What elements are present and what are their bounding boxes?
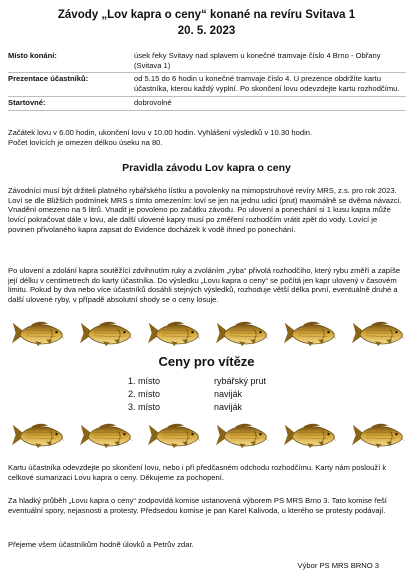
title-date: 20. 5. 2023 bbox=[177, 24, 236, 37]
carp-fish-icon bbox=[280, 321, 338, 347]
page-title bbox=[0, 8, 413, 39]
closing-paragraph-3: Přejeme všem účastníkům hodně úlovků a Petrův zdar. bbox=[8, 540, 194, 549]
closing-paragraph-2: Za hladký průběh „Lovu kapra o ceny“ zodpovídá komise ustanovená výborem PS MRS Brno 3. Tato komise řeší eventuální spory, nejasnosti a protesty. Předsedou komise je pan Karel Kalivoda, u kterého se protesty podávají. bbox=[8, 496, 387, 515]
prize-item: naviják bbox=[214, 389, 243, 400]
fish-row-top bbox=[8, 321, 406, 347]
prize-place: 1. místo bbox=[128, 376, 161, 386]
carp-fish-icon bbox=[8, 423, 66, 449]
carp-fish-icon bbox=[280, 423, 338, 449]
rules-paragraph-2: Po ulovení a zdolání kapra soutěžící zdvihnutím ruky a zvoláním „ryba“ přivolá rozhodčího, který rybu změří a zapíše její délku v centimetrech do karty účastníka. Do výsledku „Lovu kapra o ceny“ se počítá jen kapr ulovený v časovém limitu. Pokud by dva nebo více účastníků dosáhli stejných výsledků, rozhoduje větší délka první, eventuálně druhé a další ulovené ryby, v případě absolutní shody se o ceny losuje. bbox=[8, 266, 401, 305]
info-label: Místo konání: bbox=[8, 51, 57, 60]
info-label: Startovné: bbox=[8, 97, 46, 107]
carp-fish-icon bbox=[212, 423, 270, 449]
signature: Výbor PS MRS BRNO 3 bbox=[297, 561, 379, 570]
prize-place: 2. místo bbox=[128, 389, 161, 400]
info-row-registration bbox=[8, 73, 406, 96]
carp-fish-icon bbox=[8, 321, 66, 347]
info-value: úsek řeky Svitavy nad splavem u konečné tramvaje číslo 4 Brno - Obřany (Svitava 1) bbox=[134, 51, 381, 70]
carp-fish-icon bbox=[348, 423, 406, 449]
schedule-text bbox=[8, 128, 404, 147]
carp-fish-icon bbox=[76, 321, 134, 347]
info-value: od 5.15 do 6 hodin u konečné tramvaje číslo 4. U prezence obdržíte kartu účastníka, kterou každý vyplní. Po skončení lovu odevzdejte kartu rozhodčímu. bbox=[134, 74, 400, 94]
prize-list bbox=[128, 375, 328, 414]
carp-fish-icon bbox=[144, 423, 202, 449]
title-line-1: Závody „Lov kapra o ceny“ konané na revíru Svitava 1 bbox=[57, 9, 356, 21]
rules-paragraph-1: Závodníci musí být držiteli platného rybářského lístku a povolenky na mimopstruhové revíry MRS, z.s. pro rok 2023. Loví se dle Bližších podmínek MRS s tímto omezením: loví se jen na jednu udici (prut) maximálně se dvěma návazci. Vnadění omezeno na 5 litrů. Vnadit je povoleno po začátku závodu. Po ulovení a ponechání si 1 kusu kapra může lovící pokračovat dále v lovu, ale další ulovené kapry musí po změření rozhodčím vrátit zpět do vody. Lovící je povinen přivolaného kapra zapsat do Evidence docházek k vodě ihned po ponechání. bbox=[8, 186, 402, 234]
info-value: dobrovolné bbox=[134, 97, 172, 107]
info-row-location bbox=[8, 50, 406, 73]
schedule-line-2: Počet lovících je omezen délkou úseku na 80. bbox=[8, 137, 163, 147]
info-row-fee bbox=[8, 97, 406, 111]
prize-item: naviják bbox=[214, 402, 243, 413]
prize-place: 3. místo bbox=[128, 402, 161, 413]
carp-fish-icon bbox=[76, 423, 134, 449]
prize-row-3 bbox=[128, 401, 328, 414]
prizes-title: Ceny pro vítěze bbox=[158, 354, 255, 369]
fish-row-bottom bbox=[8, 423, 406, 449]
rules-title: Pravidla závodu Lov kapra o ceny bbox=[122, 162, 291, 174]
prize-item: rybářský prut bbox=[214, 376, 267, 386]
closing-paragraph-1: Kartu účastníka odevzdejte po skončení lovu, nebo i při předčasném odchodu rozhodčímu. Karty nám poslouží k celkové sumarizaci Lovu kapra o ceny. Děkujeme za pochopení. bbox=[8, 463, 387, 482]
prize-row-2 bbox=[128, 388, 328, 401]
carp-fish-icon bbox=[144, 321, 202, 347]
carp-fish-icon bbox=[212, 321, 270, 347]
prize-row-1 bbox=[128, 375, 328, 388]
event-info-table bbox=[8, 50, 406, 111]
schedule-line-1: Začátek lovu v 6.00 hodin, ukončení lovu v 10.00 hodin. Vyhlášení výsledků v 10.30 hodin. bbox=[8, 128, 313, 137]
info-label: Prezentace účastníků: bbox=[8, 74, 89, 84]
carp-fish-icon bbox=[348, 321, 406, 347]
